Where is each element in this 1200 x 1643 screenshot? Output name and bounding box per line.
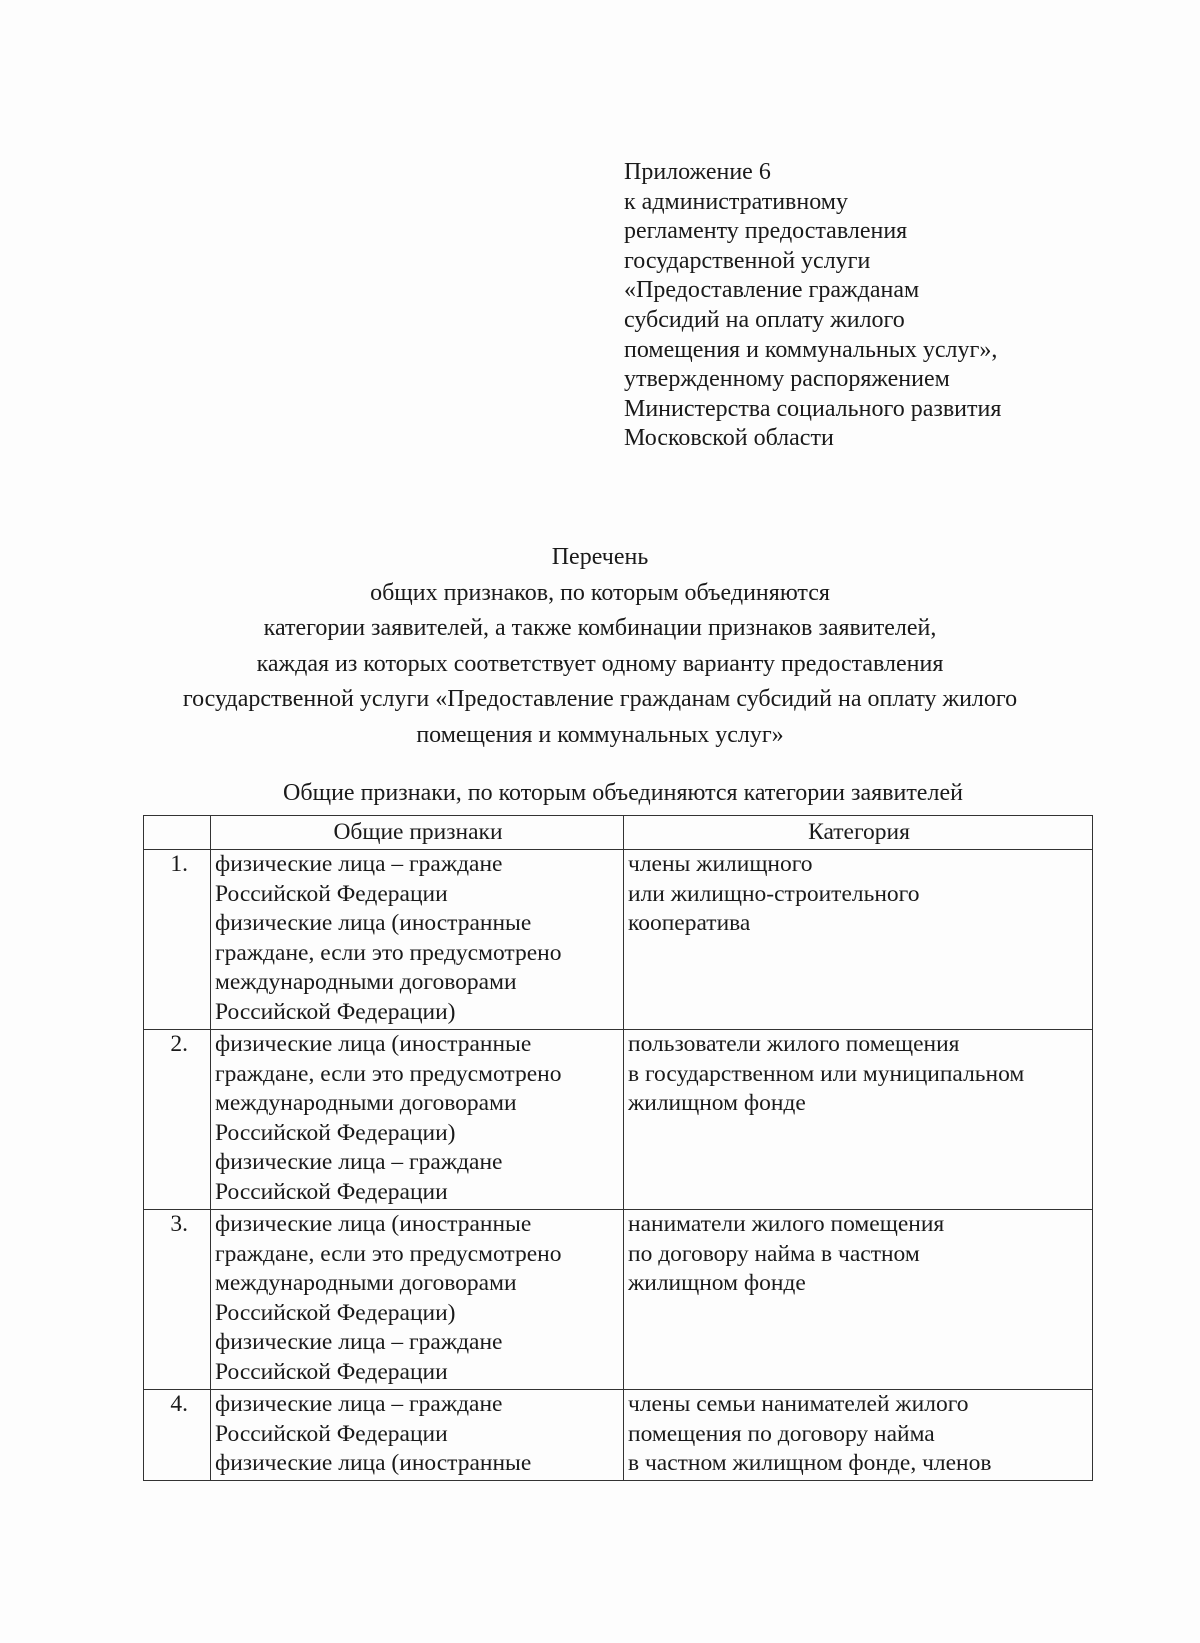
title-line: категории заявителей, а также комбинации признаков заявителей, — [263, 615, 937, 641]
feature-line: Российской Федерации — [215, 880, 448, 907]
title-line: Перечень — [551, 544, 649, 570]
category-line: по договору найма в частном — [628, 1240, 920, 1267]
feature-line: международными договорами — [215, 1270, 517, 1296]
feature-line: физические лица (иностранные — [215, 1031, 532, 1057]
row-features — [211, 1030, 624, 1210]
feature-line: физические лица (иностранные — [215, 1450, 532, 1476]
row-number: 3. — [144, 1210, 211, 1390]
category-line: пользователи жилого помещения — [628, 1031, 960, 1057]
row-number: 1. — [144, 850, 211, 1030]
row-features — [211, 850, 624, 1030]
feature-line: граждане, если это предусмотрено — [215, 939, 562, 966]
table-row — [144, 850, 1093, 1030]
appendix-line: регламенту предоставления — [624, 218, 908, 245]
document-title — [0, 540, 1200, 753]
row-category — [624, 1390, 1093, 1481]
category-line: члены жилищного — [628, 851, 813, 877]
category-line: в частном жилищном фонде, членов — [628, 1450, 992, 1476]
table-caption: Общие признаки, по которым объединяются категории заявителей — [283, 780, 963, 806]
feature-line: физические лица – граждане — [215, 1329, 503, 1355]
table-row — [144, 1390, 1093, 1481]
appendix-line: утвержденному распоряжением — [624, 366, 950, 393]
criteria-table — [143, 815, 1093, 1481]
appendix-line: Московской области — [624, 425, 834, 452]
header-number — [144, 816, 211, 850]
feature-line: физические лица (иностранные — [215, 910, 532, 936]
row-features — [211, 1210, 624, 1390]
title-line: государственной услуги «Предоставление гражданам субсидий на оплату жилого — [182, 686, 1018, 712]
row-features — [211, 1390, 624, 1481]
feature-line: граждане, если это предусмотрено — [215, 1240, 562, 1267]
feature-line: международными договорами — [215, 1090, 517, 1116]
category-line: жилищном фонде — [628, 1090, 806, 1116]
appendix-line: помещения и коммунальных услуг», — [624, 336, 998, 363]
title-line: каждая из которых соответствует одному варианту предоставления — [256, 650, 944, 677]
appendix-line: государственной услуги — [624, 247, 871, 274]
category-line: кооператива — [628, 910, 751, 936]
title-line: помещения и коммунальных услуг» — [416, 721, 784, 748]
appendix-line: к административному — [624, 188, 848, 215]
feature-line: Российской Федерации) — [215, 1119, 456, 1146]
row-category — [624, 850, 1093, 1030]
appendix-line: Министерства социального развития — [624, 395, 1002, 422]
appendix-line: «Предоставление гражданам — [624, 277, 920, 304]
row-category — [624, 1210, 1093, 1390]
header-features: Общие признаки — [211, 816, 624, 850]
row-number: 2. — [144, 1030, 211, 1210]
feature-line: Российской Федерации — [215, 1178, 448, 1205]
row-number: 4. — [144, 1390, 211, 1481]
category-line: жилищном фонде — [628, 1270, 806, 1296]
appendix-line: субсидий на оплату жилого — [624, 306, 905, 333]
category-line: в государственном или муниципальном — [628, 1060, 1025, 1087]
table-header-row — [144, 816, 1093, 850]
feature-line: физические лица – граждане — [215, 851, 503, 877]
title-line: общих признаков, по которым объединяются — [370, 579, 830, 606]
header-category: Категория — [624, 816, 1093, 850]
appendix-header — [624, 158, 1144, 454]
appendix-line: Приложение 6 — [624, 159, 771, 185]
feature-line: физические лица – граждане — [215, 1149, 503, 1175]
category-line: помещения по договору найма — [628, 1420, 935, 1447]
table-row — [144, 1210, 1093, 1390]
feature-line: физические лица – граждане — [215, 1391, 503, 1417]
feature-line: Российской Федерации — [215, 1420, 448, 1447]
table-row — [144, 1030, 1093, 1210]
feature-line: граждане, если это предусмотрено — [215, 1060, 562, 1087]
feature-line: международными договорами — [215, 969, 517, 995]
feature-line: Российской Федерации — [215, 1358, 448, 1385]
category-line: или жилищно-строительного — [628, 880, 920, 907]
row-category — [624, 1030, 1093, 1210]
category-line: наниматели жилого помещения — [628, 1211, 945, 1237]
feature-line: физические лица (иностранные — [215, 1211, 532, 1237]
feature-line: Российской Федерации) — [215, 1299, 456, 1326]
category-line: члены семьи нанимателей жилого — [628, 1391, 969, 1417]
feature-line: Российской Федерации) — [215, 998, 456, 1025]
